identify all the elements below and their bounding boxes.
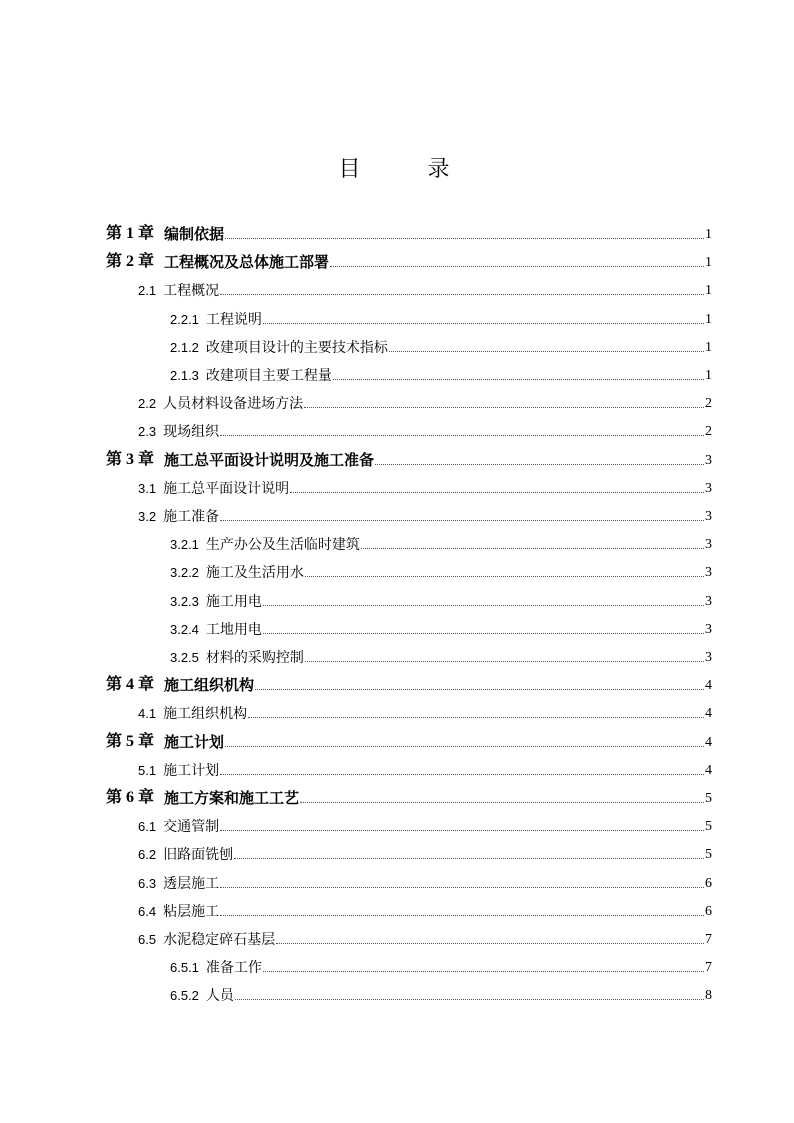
toc-subsection-entry[interactable] bbox=[170, 335, 712, 357]
toc-entry-title: 编制依据 bbox=[164, 225, 225, 243]
toc-page-number: 2 bbox=[705, 424, 712, 440]
toc-page-number: 4 bbox=[705, 678, 712, 694]
toc-dot-leader bbox=[263, 604, 704, 606]
toc-entry-number: 3.2.3 bbox=[170, 593, 199, 609]
toc-entry-label bbox=[170, 339, 388, 357]
toc-dot-leader bbox=[263, 322, 704, 324]
toc-dot-leader bbox=[220, 519, 704, 521]
toc-entry-label bbox=[106, 252, 329, 272]
toc-subsection-entry[interactable] bbox=[170, 983, 712, 1005]
toc-entry-label bbox=[106, 675, 254, 695]
toc-entry-label bbox=[138, 762, 219, 780]
toc-entry-label bbox=[138, 846, 233, 864]
toc-entry-number: 3.2.1 bbox=[170, 537, 199, 553]
toc-dot-leader bbox=[235, 998, 704, 1000]
toc-entry-label bbox=[170, 649, 304, 667]
toc-entry-number: 6.3 bbox=[138, 875, 157, 891]
toc-entry-label bbox=[138, 705, 247, 723]
toc-subsection-entry[interactable] bbox=[170, 560, 712, 582]
toc-entry-title: 现场组织 bbox=[163, 424, 220, 441]
toc-page-number: 4 bbox=[705, 734, 712, 750]
toc-entry-title: 交通管制 bbox=[163, 819, 220, 836]
toc-entry-number: 第 2 章 bbox=[106, 253, 155, 271]
toc-page-number: 3 bbox=[705, 452, 712, 468]
toc-page-number: 4 bbox=[705, 706, 712, 722]
toc-entry-title: 水泥稳定碎石基层 bbox=[163, 932, 276, 948]
toc-page-number: 3 bbox=[705, 537, 712, 553]
toc-entry-label bbox=[170, 593, 262, 611]
toc-chapter-entry[interactable] bbox=[106, 730, 712, 752]
toc-entry-title: 透层施工 bbox=[163, 875, 220, 892]
toc-subsection-entry[interactable] bbox=[170, 617, 712, 639]
toc-section-entry[interactable] bbox=[138, 758, 712, 780]
toc-page-number: 1 bbox=[705, 368, 712, 383]
toc-entry-label bbox=[138, 508, 219, 526]
toc-page-number: 7 bbox=[705, 932, 712, 947]
toc-page-number: 3 bbox=[705, 480, 712, 496]
toc-entry-number: 5.1 bbox=[138, 762, 157, 778]
toc-entry-title: 施工组织机构 bbox=[163, 706, 248, 723]
toc-page-number: 1 bbox=[705, 311, 712, 327]
toc-dot-leader bbox=[305, 660, 704, 662]
toc-entry-title: 施工方案和施工工艺 bbox=[164, 789, 300, 807]
toc-dot-leader bbox=[234, 857, 704, 859]
toc-dot-leader bbox=[300, 801, 704, 803]
toc-page-number: 1 bbox=[705, 255, 712, 271]
toc-page-number: 1 bbox=[705, 227, 712, 242]
toc-page-number: 3 bbox=[705, 509, 712, 524]
toc-dot-leader bbox=[248, 716, 704, 718]
toc-entry-number: 6.1 bbox=[138, 819, 157, 835]
toc-entry-label bbox=[138, 282, 219, 300]
toc-entry-label bbox=[138, 875, 219, 893]
toc-title: 目 录 bbox=[338, 157, 480, 182]
toc-page-number: 5 bbox=[705, 819, 712, 835]
toc-section-entry[interactable] bbox=[138, 842, 712, 864]
toc-dot-leader bbox=[225, 745, 704, 747]
toc-dot-leader bbox=[276, 942, 704, 944]
toc-chapter-entry[interactable] bbox=[106, 222, 712, 244]
toc-entry-label bbox=[138, 423, 219, 441]
toc-entry-number: 3.2.4 bbox=[170, 621, 199, 637]
toc-dot-leader bbox=[330, 265, 704, 267]
toc-entry-title: 施工总平面设计说明及施工准备 bbox=[164, 450, 375, 469]
toc-entry-title: 改建项目主要工程量 bbox=[205, 368, 332, 384]
toc-entry-number: 2.3 bbox=[138, 424, 157, 440]
toc-entry-label bbox=[170, 959, 262, 977]
toc-subsection-entry[interactable] bbox=[170, 307, 712, 329]
toc-subsection-entry[interactable] bbox=[170, 589, 712, 611]
toc-entry-label bbox=[170, 987, 234, 1005]
toc-dot-leader bbox=[220, 293, 704, 295]
toc-entry-label bbox=[106, 224, 224, 244]
toc-entry-title: 工程概况及总体施工部署 bbox=[164, 253, 330, 272]
toc-entry-label bbox=[138, 931, 275, 949]
toc-chapter-entry[interactable] bbox=[106, 250, 712, 272]
toc-section-entry[interactable] bbox=[138, 927, 712, 949]
toc-entry-title: 施工总平面设计说明 bbox=[163, 480, 290, 497]
toc-dot-leader bbox=[255, 688, 704, 690]
toc-entry-number: 3.2 bbox=[138, 509, 157, 524]
toc-section-entry[interactable] bbox=[138, 899, 712, 921]
toc-entry-title: 施工用电 bbox=[205, 593, 262, 610]
toc-entry-label bbox=[138, 818, 219, 836]
toc-dot-leader bbox=[263, 970, 704, 972]
toc-entry-number: 第 1 章 bbox=[106, 225, 155, 242]
toc-entry-number: 第 3 章 bbox=[106, 450, 155, 468]
toc-chapter-entry[interactable] bbox=[106, 673, 712, 695]
toc-entry-number: 2.2.1 bbox=[170, 311, 199, 327]
toc-entry-number: 4.1 bbox=[138, 706, 157, 722]
toc-entry-title: 施工计划 bbox=[164, 732, 225, 751]
toc-section-entry[interactable] bbox=[138, 504, 712, 526]
toc-page-number: 4 bbox=[705, 762, 712, 778]
toc-entry-title: 人员材料设备进场方法 bbox=[163, 396, 304, 413]
toc-page-number: 2 bbox=[705, 396, 712, 412]
toc-chapter-entry[interactable] bbox=[106, 448, 712, 470]
toc-subsection-entry[interactable] bbox=[170, 955, 712, 977]
toc-page-number: 1 bbox=[705, 283, 712, 299]
toc-dot-leader bbox=[220, 886, 704, 888]
toc-subsection-entry[interactable] bbox=[170, 363, 712, 385]
toc-entry-title: 准备工作 bbox=[205, 960, 262, 977]
toc-entry-label bbox=[170, 564, 304, 582]
toc-entry-title: 施工组织机构 bbox=[164, 676, 255, 695]
toc-dot-leader bbox=[225, 237, 704, 239]
toc-page-number: 5 bbox=[705, 847, 712, 863]
toc-entry-title: 施工准备 bbox=[163, 509, 220, 525]
toc-dot-leader bbox=[220, 773, 704, 775]
toc-section-entry[interactable] bbox=[138, 701, 712, 723]
toc-entry-label bbox=[106, 450, 374, 470]
toc-dot-leader bbox=[220, 434, 704, 436]
toc-entry-title: 旧路面铣刨 bbox=[163, 847, 234, 864]
toc-page-number: 3 bbox=[705, 621, 712, 637]
toc-entry-label bbox=[138, 903, 219, 921]
toc-entry-title: 工程说明 bbox=[205, 311, 262, 328]
toc-entry-number: 2.1.2 bbox=[170, 339, 199, 355]
toc-subsection-entry[interactable] bbox=[170, 532, 712, 554]
toc-entry-title: 施工及生活用水 bbox=[205, 565, 304, 582]
toc-entry-title: 工地用电 bbox=[205, 621, 262, 638]
toc-entry-number: 6.4 bbox=[138, 903, 157, 919]
toc-page-number: 8 bbox=[705, 988, 712, 1004]
toc-entry-title: 生产办公及生活临时建筑 bbox=[205, 537, 360, 554]
toc-entry-number: 6.2 bbox=[138, 847, 157, 863]
toc-entry-number: 6.5.1 bbox=[170, 960, 199, 976]
toc-page-number: 1 bbox=[705, 339, 712, 355]
toc-section-entry[interactable] bbox=[138, 476, 712, 498]
toc-section-entry[interactable] bbox=[138, 278, 712, 300]
toc-subsection-entry[interactable] bbox=[170, 645, 712, 667]
toc-page-number: 3 bbox=[705, 593, 712, 609]
toc-entry-number: 3.2.2 bbox=[170, 565, 199, 581]
toc-section-entry[interactable] bbox=[138, 419, 712, 441]
toc-entry-label bbox=[106, 732, 224, 752]
toc-dot-leader bbox=[220, 914, 704, 916]
toc-section-entry[interactable] bbox=[138, 391, 712, 413]
toc-dot-leader bbox=[361, 547, 704, 549]
toc-entry-label bbox=[170, 367, 332, 385]
toc-entry-title: 材料的采购控制 bbox=[205, 650, 304, 666]
toc-entry-number: 2.2 bbox=[138, 396, 157, 412]
toc-dot-leader bbox=[389, 350, 704, 352]
toc-dot-leader bbox=[333, 378, 704, 380]
toc-entry-title: 改建项目设计的主要技术指标 bbox=[205, 339, 388, 356]
toc-entry-title: 粘层施工 bbox=[163, 903, 220, 920]
toc-entry-number: 3.1 bbox=[138, 480, 157, 496]
toc-page-number: 6 bbox=[705, 875, 712, 891]
toc-chapter-entry[interactable] bbox=[106, 786, 712, 808]
toc-entry-number: 2.1 bbox=[138, 283, 157, 299]
toc-entry-number: 第 6 章 bbox=[106, 789, 155, 806]
toc-entry-number: 第 5 章 bbox=[106, 732, 155, 750]
toc-entry-number: 3.2.5 bbox=[170, 650, 199, 665]
toc-dot-leader bbox=[304, 406, 704, 408]
toc-section-entry[interactable] bbox=[138, 814, 712, 836]
toc-dot-leader bbox=[263, 632, 704, 634]
toc-entry-number: 6.5 bbox=[138, 932, 157, 947]
toc-page-number: 7 bbox=[705, 960, 712, 976]
toc-entry-label bbox=[170, 536, 360, 554]
toc-entry-label bbox=[138, 480, 289, 498]
toc-dot-leader bbox=[375, 463, 704, 465]
toc-entry-label bbox=[170, 311, 262, 329]
toc-page-number: 6 bbox=[705, 903, 712, 919]
toc-dot-leader bbox=[305, 575, 704, 577]
toc-section-entry[interactable] bbox=[138, 871, 712, 893]
toc-page-number: 3 bbox=[705, 565, 712, 581]
toc-dot-leader bbox=[290, 491, 704, 493]
toc-entry-title: 工程概况 bbox=[163, 283, 220, 300]
toc-entry-number: 第 4 章 bbox=[106, 676, 155, 694]
toc-dot-leader bbox=[220, 829, 704, 831]
toc-entry-label bbox=[106, 788, 299, 808]
toc-entry-number: 2.1.3 bbox=[170, 368, 199, 383]
toc-entry-label bbox=[138, 395, 303, 413]
toc-entry-title: 施工计划 bbox=[163, 762, 220, 779]
toc-page-number: 5 bbox=[705, 791, 712, 806]
toc-entry-title: 人员 bbox=[205, 988, 234, 1005]
toc-entry-number: 6.5.2 bbox=[170, 988, 199, 1004]
toc-page-number: 3 bbox=[705, 650, 712, 665]
toc-entry-label bbox=[170, 621, 262, 639]
